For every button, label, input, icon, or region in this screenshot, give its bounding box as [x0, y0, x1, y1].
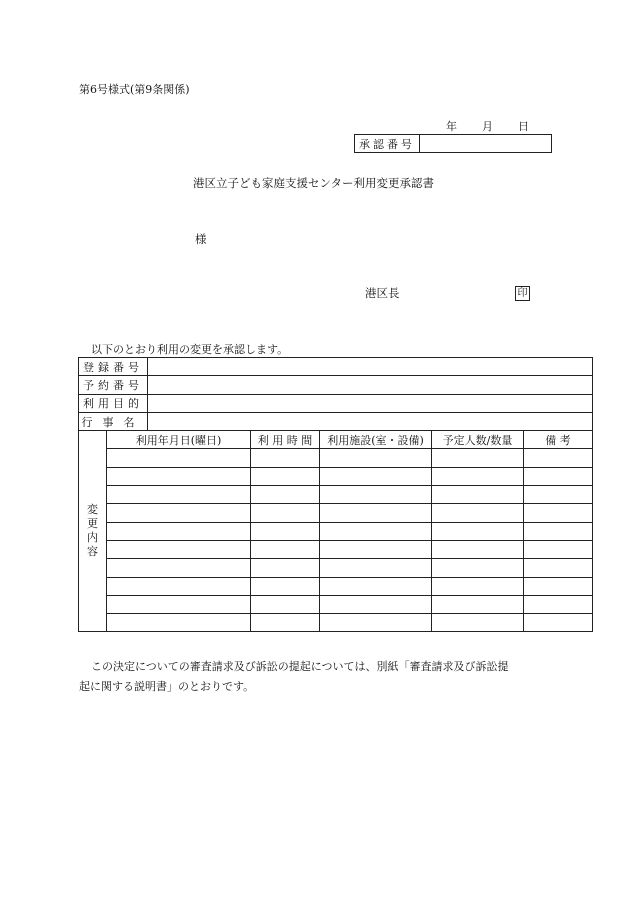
change-row [79, 614, 593, 632]
change-cell[interactable] [251, 559, 320, 577]
change-cell[interactable] [524, 467, 593, 485]
section-char: 更 [87, 517, 98, 531]
change-cell[interactable] [432, 449, 524, 467]
date-day-label: 日 [518, 120, 529, 133]
approval-number-field[interactable] [420, 135, 552, 153]
change-cell[interactable] [251, 577, 320, 595]
change-cell[interactable] [107, 559, 251, 577]
change-cell[interactable] [432, 559, 524, 577]
change-cell[interactable] [320, 522, 432, 540]
footer-note [79, 657, 551, 697]
change-cell[interactable] [432, 595, 524, 613]
change-cell[interactable] [432, 504, 524, 522]
change-details-table [78, 357, 593, 632]
reservation-number-field[interactable] [148, 376, 593, 394]
approval-number-label: 承認番号 [355, 135, 420, 153]
change-row [79, 577, 593, 595]
addressee-suffix: 様 [195, 232, 207, 246]
change-row [79, 559, 593, 577]
col-header-facility: 利用施設(室・設備) [320, 431, 432, 449]
field-label-event-name: 行事名 [79, 412, 148, 430]
change-cell[interactable] [107, 614, 251, 632]
form-number: 第6号様式(第9条関係) [79, 83, 190, 96]
purpose-field[interactable] [148, 394, 593, 412]
changes-header-row [79, 431, 593, 449]
footer-line-1: この決定についての審査請求及び訴訟の提起については、別紙「審査請求及び訴訟提 [91, 660, 509, 673]
field-label-purpose: 利用目的 [79, 394, 148, 412]
date-year-label: 年 [446, 120, 457, 133]
change-cell[interactable] [524, 522, 593, 540]
change-row [79, 522, 593, 540]
col-header-count: 予定人数/数量 [432, 431, 524, 449]
field-row [79, 412, 593, 430]
field-label-registration: 登録番号 [79, 358, 148, 376]
issuer-name: 港区長 [365, 286, 400, 300]
change-row [79, 504, 593, 522]
field-row [79, 376, 593, 394]
col-header-remarks: 備 考 [524, 431, 593, 449]
change-cell[interactable] [320, 467, 432, 485]
changes-section-label [79, 431, 107, 632]
change-cell[interactable] [524, 559, 593, 577]
change-cell[interactable] [524, 504, 593, 522]
seal-mark: 印 [515, 286, 530, 301]
change-cell[interactable] [320, 540, 432, 558]
document-title: 港区立子ども家庭支援センター利用変更承認書 [193, 176, 435, 190]
change-cell[interactable] [320, 577, 432, 595]
field-label-reservation: 予約番号 [79, 376, 148, 394]
change-cell[interactable] [432, 614, 524, 632]
change-cell[interactable] [320, 449, 432, 467]
change-cell[interactable] [107, 595, 251, 613]
change-cell[interactable] [251, 467, 320, 485]
change-row [79, 449, 593, 467]
change-cell[interactable] [251, 522, 320, 540]
change-cell[interactable] [320, 559, 432, 577]
change-cell[interactable] [107, 486, 251, 504]
footer-line-2: 起に関する説明書」のとおりです。 [79, 680, 255, 693]
approval-number-box [354, 134, 552, 153]
col-header-time: 利 用 時 間 [251, 431, 320, 449]
change-cell[interactable] [524, 449, 593, 467]
intro-text: 以下のとおり利用の変更を承認します。 [91, 343, 289, 356]
change-cell[interactable] [251, 486, 320, 504]
field-row [79, 358, 593, 376]
change-cell[interactable] [524, 486, 593, 504]
change-cell[interactable] [524, 540, 593, 558]
change-row [79, 467, 593, 485]
change-row [79, 540, 593, 558]
change-row [79, 486, 593, 504]
section-char: 容 [87, 545, 98, 559]
section-char: 内 [87, 531, 98, 545]
change-row [79, 595, 593, 613]
change-cell[interactable] [320, 614, 432, 632]
change-cell[interactable] [107, 522, 251, 540]
change-cell[interactable] [320, 595, 432, 613]
change-cell[interactable] [432, 577, 524, 595]
change-cell[interactable] [320, 504, 432, 522]
change-cell[interactable] [524, 577, 593, 595]
col-header-date: 利用年月日(曜日) [107, 431, 251, 449]
change-cell[interactable] [251, 595, 320, 613]
change-cell[interactable] [251, 540, 320, 558]
change-cell[interactable] [251, 504, 320, 522]
event-name-field[interactable] [148, 412, 593, 430]
change-cell[interactable] [524, 614, 593, 632]
change-cell[interactable] [107, 467, 251, 485]
registration-number-field[interactable] [148, 358, 593, 376]
change-cell[interactable] [251, 614, 320, 632]
change-cell[interactable] [432, 540, 524, 558]
change-cell[interactable] [432, 467, 524, 485]
change-cell[interactable] [432, 522, 524, 540]
change-cell[interactable] [524, 595, 593, 613]
change-cell[interactable] [107, 540, 251, 558]
change-cell[interactable] [107, 504, 251, 522]
change-cell[interactable] [107, 449, 251, 467]
field-row [79, 394, 593, 412]
change-cell[interactable] [432, 486, 524, 504]
change-cell[interactable] [251, 449, 320, 467]
date-month-label: 月 [482, 120, 493, 133]
section-char: 変 [87, 503, 98, 517]
change-cell[interactable] [107, 577, 251, 595]
change-cell[interactable] [320, 486, 432, 504]
